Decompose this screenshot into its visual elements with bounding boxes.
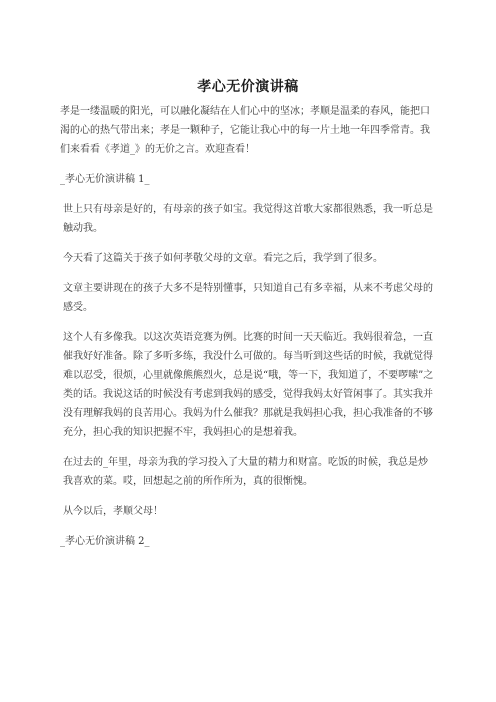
paragraph-5: 在过去的_年里，母亲为我的学习投入了大量的精力和财富。吃饭的时候，我总是炒我喜欢的菜。哎，回想起之前的所作所为，真的很惭愧。 <box>63 457 428 487</box>
paragraph-4: 这个人有多像我。以这次英语竞赛为例。比赛的时间一天天临近。我妈很着急，一直催我好好准备。除了多听多练，我没什么可做的。每当听到这些话的时候，我就觉得难以忍受，很烦，心里就像熊熊烈火，总是说“哦，等一下，我知道了，不要啰嗦”之类的话。我说这话的时候没有考虑到我妈的感受，觉得我妈太好管闲事了。其实我并没有理解我妈的良苦用心。我妈为什么催我？那就是我妈担心我，担心我准备的不够充分，担心我的知识把握不牢，我妈担心的是想着我。 <box>63 332 434 438</box>
intro-paragraph: 孝是一缕温暖的阳光，可以融化凝结在人们心中的坚冰；孝顺是温柔的春风，能把口渴的心的热气带出来；孝是一颗种子，它能让我心中的每一片土地一年四季常青。我们来看看《孝道_》的无价之言。欢迎查看！ <box>60 106 430 155</box>
paragraph-3: 文章主要讲现在的孩子大多不是特别懂事，只知道自己有多幸福，从来不考虑父母的感受。 <box>63 283 433 313</box>
paragraph-2: 今天看了这篇关于孩子如何孝敬父母的文章。看完之后，我学到了很多。 <box>63 253 383 264</box>
document-title: 孝心无价演讲稿 <box>197 79 299 95</box>
section-heading-1: _孝心无价演讲稿 1_ <box>60 174 150 185</box>
paragraph-6: 从今以后，孝顺父母！ <box>63 506 163 517</box>
section-heading-2: _孝心无价演讲稿 2_ <box>60 536 150 547</box>
paragraph-1: 世上只有母亲是好的，有母亲的孩子如宝。我觉得这首歌大家都很熟悉，我一听总是触动我。 <box>63 204 433 234</box>
